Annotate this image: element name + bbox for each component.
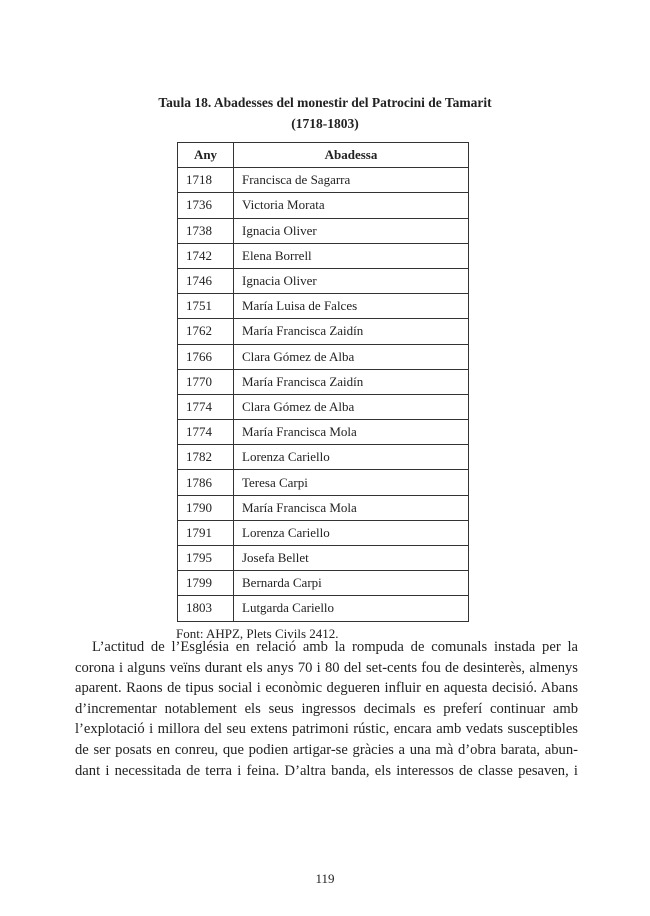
year-cell: 1782 — [178, 445, 234, 470]
abbess-cell: Ignacia Oliver — [234, 218, 469, 243]
year-cell: 1736 — [178, 193, 234, 218]
abbess-cell: Lorenza Cariello — [234, 445, 469, 470]
abbess-cell: Elena Borrell — [234, 243, 469, 268]
abbess-cell: María Francisca Zaidín — [234, 369, 469, 394]
paragraph-line: de ser posats en conreu, que podien artigar-se gràcies a una mà d’obra barata, abun- — [75, 741, 578, 758]
abbess-cell: Clara Gómez de Alba — [234, 394, 469, 419]
abbess-cell: Clara Gómez de Alba — [234, 344, 469, 369]
year-cell: 1746 — [178, 268, 234, 293]
year-cell: 1795 — [178, 546, 234, 571]
year-cell: 1774 — [178, 394, 234, 419]
abbess-cell: Josefa Bellet — [234, 546, 469, 571]
table-row — [178, 470, 469, 495]
table-title: Taula 18. Abadesses del monestir del Patrocini de Tamarit — [158, 95, 492, 110]
table-row — [178, 445, 469, 470]
paragraph-line: dant i necessitada de terra i feina. D’altra banda, els interessos de classe pesaven, i — [75, 762, 578, 779]
year-cell: 1751 — [178, 294, 234, 319]
body-paragraph — [75, 637, 578, 781]
year-cell: 1774 — [178, 420, 234, 445]
year-cell: 1790 — [178, 495, 234, 520]
table-row — [178, 571, 469, 596]
table-row — [178, 546, 469, 571]
paragraph-line: L’actitud de l’Església en relació amb la rompuda de comunals instada per la — [92, 639, 578, 655]
year-cell: 1786 — [178, 470, 234, 495]
year-cell: 1718 — [178, 168, 234, 193]
abbess-cell: Lutgarda Cariello — [234, 596, 469, 621]
abbess-cell: María Francisca Mola — [234, 495, 469, 520]
abbesses-table — [177, 142, 469, 622]
table-row — [178, 193, 469, 218]
paragraph-line: d’incrementar notablement els seus ingressos decimals es preferí continuar amb — [75, 700, 578, 717]
table-title-years: (1718-1803) — [291, 116, 359, 131]
year-cell: 1766 — [178, 344, 234, 369]
table-row — [178, 596, 469, 621]
paragraph-line: corona i alguns veïns durant els anys 70 i 80 del set-cents fou de desinterès, almenys — [75, 659, 578, 676]
abbess-cell: María Francisca Mola — [234, 420, 469, 445]
table-row — [178, 495, 469, 520]
abbess-cell: Ignacia Oliver — [234, 268, 469, 293]
paragraph-line: l’explotació i millora del seu extens patrimoni rústic, encara amb vedats susceptibles — [75, 721, 578, 738]
table-row — [178, 168, 469, 193]
table-row — [178, 243, 469, 268]
year-cell: 1799 — [178, 571, 234, 596]
paragraph-line: aparent. Raons de tipus social i econòmic degueren influir en aquesta decisió. Abans — [75, 680, 578, 697]
year-cell: 1770 — [178, 369, 234, 394]
year-cell: 1791 — [178, 520, 234, 545]
abbess-cell: Teresa Carpi — [234, 470, 469, 495]
table-header-row — [178, 143, 469, 168]
page-number: 119 — [315, 871, 335, 886]
header-abbess: Abadessa — [234, 143, 469, 168]
table-row — [178, 294, 469, 319]
abbess-cell: Lorenza Cariello — [234, 520, 469, 545]
year-cell: 1762 — [178, 319, 234, 344]
abbess-cell: Bernarda Carpi — [234, 571, 469, 596]
year-cell: 1803 — [178, 596, 234, 621]
header-year: Any — [178, 143, 234, 168]
table-row — [178, 268, 469, 293]
year-cell: 1742 — [178, 243, 234, 268]
abbess-cell: María Luisa de Falces — [234, 294, 469, 319]
year-cell: 1738 — [178, 218, 234, 243]
table-row — [178, 420, 469, 445]
table-row — [178, 394, 469, 419]
abbess-cell: Victoria Morata — [234, 193, 469, 218]
table-row — [178, 319, 469, 344]
table-row — [178, 369, 469, 394]
abbess-cell: María Francisca Zaidín — [234, 319, 469, 344]
table-source: Font: AHPZ, Plets Civils 2412. — [176, 626, 339, 641]
table-row — [178, 344, 469, 369]
table-row — [178, 520, 469, 545]
abbess-cell: Francisca de Sagarra — [234, 168, 469, 193]
table-row — [178, 218, 469, 243]
